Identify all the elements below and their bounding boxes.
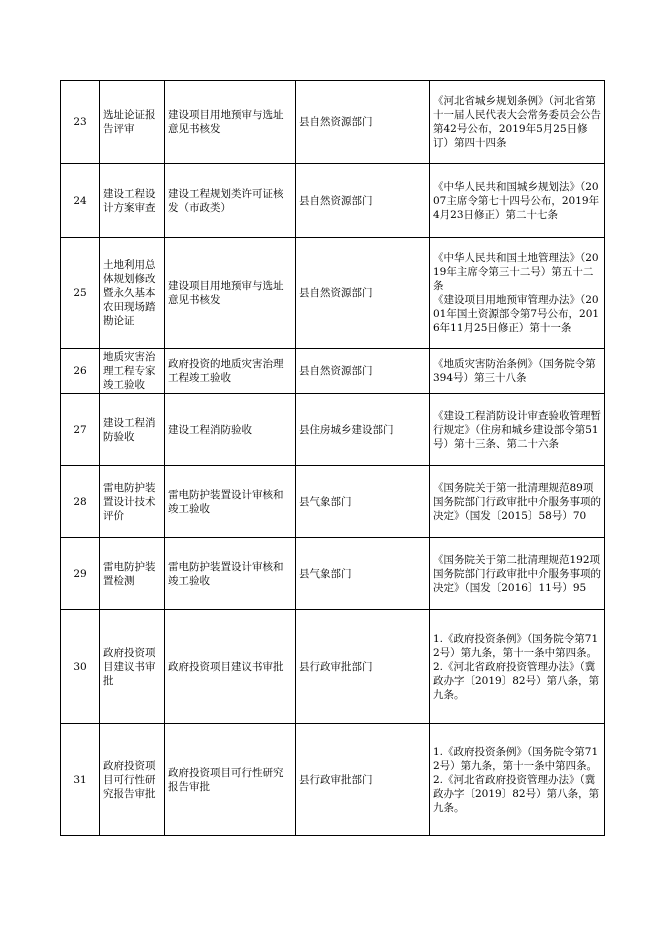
row-number: 26: [61, 349, 100, 394]
approval-subject: 政府投资项目可行性研究报告审批: [165, 724, 296, 836]
row-number: 27: [61, 394, 100, 466]
row-number: 28: [61, 466, 100, 538]
legal-basis: [430, 394, 605, 466]
department: 县住房城乡建设部门: [296, 394, 430, 466]
table-row: [61, 349, 605, 394]
table-row: [61, 466, 605, 538]
legal-basis-text: 《建设工程消防设计审查验收管理暂行规定》（住房和城乡建设部令第51号）第十三条、第二十六条: [433, 409, 601, 450]
legal-basis-text: 《中华人民共和国城乡规划法》（2007主席令第七十四号公布，2019年4月23日修正）第二十七条: [433, 180, 600, 221]
table-row: [61, 394, 605, 466]
table-row: [61, 164, 605, 238]
row-number: 24: [61, 164, 100, 238]
table-row: [61, 538, 605, 610]
department: 县行政审批部门: [296, 724, 430, 836]
service-item: 地质灾害治理工程专家竣工验收: [100, 349, 165, 394]
department: 县气象部门: [296, 466, 430, 538]
service-item: 选址论证报告评审: [100, 81, 165, 164]
table-row: [61, 238, 605, 349]
approval-subject: 建设项目用地预审与选址意见书核发: [165, 238, 296, 349]
legal-basis-text: 《国务院关于第一批清理规范89项国务院部门行政审批中介服务事项的决定》（国发〔2015〕58号）70: [433, 481, 601, 522]
department: 县自然资源部门: [296, 238, 430, 349]
department: 县自然资源部门: [296, 81, 430, 164]
approval-subject: 政府投资的地质灾害治理工程竣工验收: [165, 349, 296, 394]
legal-basis: [430, 466, 605, 538]
approval-subject: 建设工程消防验收: [165, 394, 296, 466]
department: 县气象部门: [296, 538, 430, 610]
legal-basis: [430, 164, 605, 238]
legal-basis: [430, 349, 605, 394]
approval-subject: 建设项目用地预审与选址意见书核发: [165, 81, 296, 164]
legal-basis: [430, 610, 605, 724]
service-item: 雷电防护装置检测: [100, 538, 165, 610]
approval-subject: 建设工程规划类许可证核发（市政类）: [165, 164, 296, 238]
legal-basis: [430, 238, 605, 349]
service-item: 雷电防护装置设计技术评价: [100, 466, 165, 538]
service-item: 建设工程消防验收: [100, 394, 165, 466]
department: 县自然资源部门: [296, 349, 430, 394]
row-number: 25: [61, 238, 100, 349]
approval-items-table: [60, 80, 605, 836]
legal-basis-text: 1.《政府投资条例》（国务院令第712号）第九条，第十一条中第四条。2.《河北省政府投资管理办法》（冀政办字〔2019〕82号）第八条，第九条。: [433, 632, 600, 701]
legal-basis-text: 《中华人民共和国土地管理法》（2019年主席令第三十二号）第五十二条: [433, 252, 599, 292]
table-row: [61, 81, 605, 164]
department: 县行政审批部门: [296, 610, 430, 724]
service-item: 土地利用总体规划修改暨永久基本农田现场踏勘论证: [100, 238, 165, 349]
row-number: 23: [61, 81, 100, 164]
row-number: 31: [61, 724, 100, 836]
legal-basis-text: 《国务院关于第二批清理规范192项国务院部门行政审批中介服务事项的决定》（国发〔2016〕11号）95: [433, 553, 601, 594]
approval-subject: 雷电防护装置设计审核和竣工验收: [165, 538, 296, 610]
legal-basis: [430, 81, 605, 164]
approval-subject: 政府投资项目建议书审批: [165, 610, 296, 724]
row-number: 30: [61, 610, 100, 724]
legal-basis-text: 1.《政府投资条例》（国务院令第712号）第九条，第十一条中第四条。2.《河北省政府投资管理办法》（冀政办字〔2019〕82号）第八条，第九条。: [433, 745, 600, 814]
service-item: 政府投资项目可行性研究报告审批: [100, 724, 165, 836]
table-row: [61, 724, 605, 836]
legal-basis-text: 《建设项目用地预审管理办法》（2001年国土资源部令第7号公布，2016年11月25日修正）第十一条: [433, 294, 600, 334]
service-item: 政府投资项目建议书审批: [100, 610, 165, 724]
row-number: 29: [61, 538, 100, 610]
legal-basis-text: 《河北省城乡规划条例》（河北省第十一届人民代表大会常务委员会公告第42号公布，2019年5月25日修订）第四十四条: [433, 95, 601, 149]
table-row: [61, 610, 605, 724]
approval-subject: 雷电防护装置设计审核和竣工验收: [165, 466, 296, 538]
legal-basis: [430, 724, 605, 836]
service-item: 建设工程设计方案审查: [100, 164, 165, 238]
department: 县自然资源部门: [296, 164, 430, 238]
legal-basis: [430, 538, 605, 610]
legal-basis-text: 《地质灾害防治条例》（国务院令第394号）第三十八条: [433, 358, 596, 384]
